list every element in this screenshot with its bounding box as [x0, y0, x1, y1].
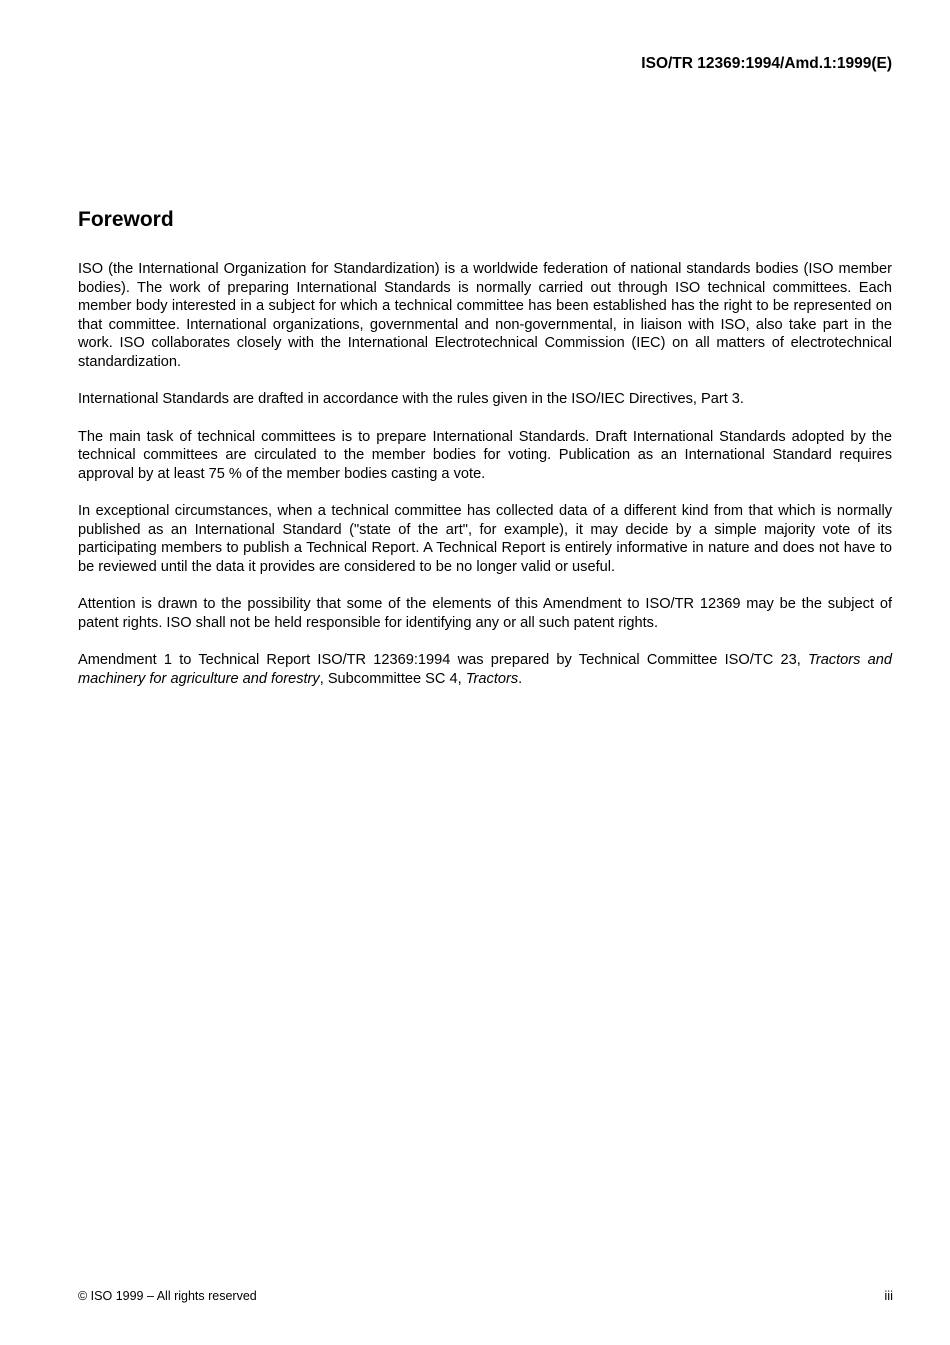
- copyright-notice: © ISO 1999 – All rights reserved: [78, 1289, 257, 1303]
- paragraph-directives: International Standards are drafted in accordance with the rules given in the ISO/IEC Directives, Part 3.: [78, 391, 744, 407]
- committee-title: Tractors and machinery for agriculture and forestry: [78, 652, 892, 687]
- paragraph-patent-rights: Attention is drawn to the possibility that some of the elements of this Amendment to ISO/TR 12369 may be the subject of patent rights. ISO shall not be held responsible for identifying any or all such patent rights.: [78, 596, 892, 631]
- page-title: Foreword: [78, 208, 174, 231]
- foreword-body: [78, 260, 892, 707]
- paragraph-main-task: The main task of technical committees is to prepare International Standards. Draft International Standards adopted by the technical committees are circulated to the member bodies for voting. Publication as an International Standard requires approval by at least 75 % of the member bodies casting a vote.: [78, 428, 892, 482]
- amendment-text-part3: .: [518, 670, 523, 687]
- document-reference: ISO/TR 12369:1994/Amd.1:1999(E): [641, 55, 892, 72]
- subcommittee-title: Tractors: [465, 670, 519, 687]
- paragraph-amendment-preparation: [78, 651, 892, 688]
- paragraph-iso-federation: ISO (the International Organization for Standardization) is a worldwide federation of national standards bodies (ISO member bodies). The work of preparing International Standards is normally carried out through ISO technical committees. Each member body interested in a subject for which a technical committee has been established has the right to be represented on that committee. International organizations, governmental and non-governmental, in liaison with ISO, also take part in the work. ISO collaborates closely with the International Electrotechnical Commission (IEC) on all matters of electrotechnical standardization.: [78, 261, 892, 370]
- amendment-text-part2: , Subcommittee SC 4,: [319, 670, 466, 687]
- paragraph-technical-report: In exceptional circumstances, when a technical committee has collected data of a different kind from that which is normally published as an International Standard ("state of the art", for example), it may decide by a simple majority vote of its participating members to publish a Technical Report. A Technical Report is entirely informative in nature and does not have to be reviewed until the data it provides are considered to be no longer valid or useful.: [78, 503, 892, 575]
- page-number: iii: [884, 1288, 893, 1303]
- amendment-text-part1: Amendment 1 to Technical Report ISO/TR 12369:1994 was prepared by Technical Committee ISO/TC 23,: [78, 652, 808, 668]
